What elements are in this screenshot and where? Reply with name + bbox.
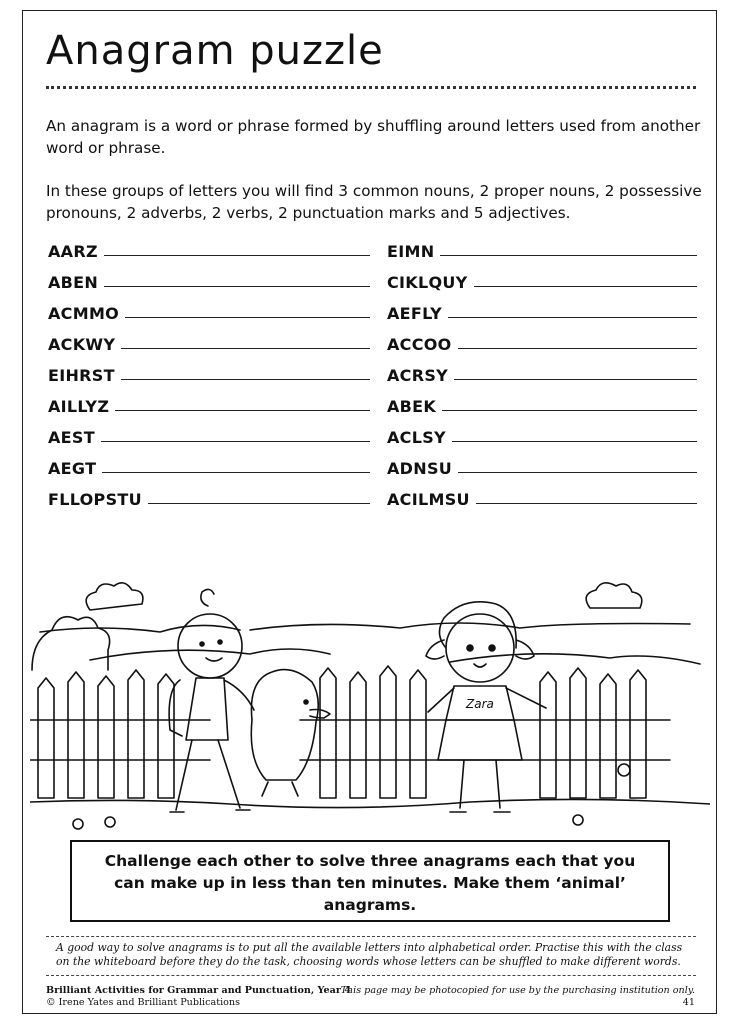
answer-line[interactable] xyxy=(476,503,697,504)
anagram-row xyxy=(48,416,370,447)
footer-right xyxy=(341,985,695,1009)
anagram-word: ACKWY xyxy=(48,335,116,354)
anagram-row xyxy=(387,354,697,385)
anagram-word: ACCOO xyxy=(387,335,452,354)
anagram-word: AARZ xyxy=(48,242,98,261)
answer-line[interactable] xyxy=(452,441,697,442)
anagram-word: EIMN xyxy=(387,242,435,261)
anagram-word: ACRSY xyxy=(387,366,449,385)
page-title: Anagram puzzle xyxy=(46,28,384,74)
anagram-row xyxy=(48,292,370,323)
answer-line[interactable] xyxy=(442,410,697,411)
hills-icon xyxy=(40,623,690,632)
anagram-row xyxy=(387,385,697,416)
answer-line[interactable] xyxy=(148,503,370,504)
cloud-left-icon xyxy=(86,583,143,610)
anagram-row xyxy=(48,478,370,509)
anagram-row xyxy=(48,354,370,385)
left-word-column xyxy=(48,230,370,509)
anagram-row xyxy=(387,230,697,261)
anagram-word: ABEN xyxy=(48,273,99,292)
illustration-scene xyxy=(30,570,710,840)
anagram-word: FLLOPSTU xyxy=(48,490,142,509)
answer-line[interactable] xyxy=(454,379,697,380)
answer-line[interactable] xyxy=(121,379,370,380)
anagram-word: ACMMO xyxy=(48,304,120,323)
intro-paragraph: An anagram is a word or phrase formed by shuffling around letters used from another word or phrase. xyxy=(46,117,701,157)
answer-line[interactable] xyxy=(458,472,697,473)
anagram-row xyxy=(387,261,697,292)
anagram-word: AEGT xyxy=(48,459,97,478)
anagram-word: ACILMSU xyxy=(387,490,470,509)
anagram-row xyxy=(48,385,370,416)
anagram-word: ADNSU xyxy=(387,459,453,478)
shirt-text: Zara xyxy=(466,697,494,711)
book-title: Brilliant Activities for Grammar and Punctuation, Year 4 xyxy=(46,985,351,996)
anagram-word: AEFLY xyxy=(387,304,443,323)
title-divider xyxy=(46,86,696,89)
ground-icon xyxy=(30,799,710,807)
anagram-row xyxy=(387,323,697,354)
anagram-row xyxy=(48,447,370,478)
flower-icon xyxy=(73,764,630,829)
teacher-tip: A good way to solve anagrams is to put all the available letters into alphabetical order. Practise this with the class on the whiteboard before they do the task, choosing words whose letters can be shuffled to make different words. xyxy=(46,936,696,976)
hedgehog-character-icon xyxy=(251,670,330,796)
answer-line[interactable] xyxy=(458,348,697,349)
answer-line[interactable] xyxy=(440,255,697,256)
answer-line[interactable] xyxy=(125,317,370,318)
answer-line[interactable] xyxy=(102,472,370,473)
anagram-word: CIKLQUY xyxy=(387,273,468,292)
anagram-row xyxy=(48,261,370,292)
right-word-column xyxy=(387,230,697,509)
copyright-text: © Irene Yates and Brilliant Publications xyxy=(46,997,241,1008)
footer-left xyxy=(46,985,351,1009)
kid-character-icon xyxy=(169,589,254,812)
answer-line[interactable] xyxy=(104,255,370,256)
anagram-word: AILLYZ xyxy=(48,397,110,416)
fence-icon xyxy=(30,666,670,798)
answer-line[interactable] xyxy=(474,286,697,287)
anagram-row xyxy=(387,478,697,509)
anagram-row xyxy=(48,323,370,354)
answer-line[interactable] xyxy=(101,441,370,442)
answer-line[interactable] xyxy=(121,348,370,349)
anagram-row xyxy=(387,447,697,478)
anagram-row xyxy=(387,292,697,323)
anagram-word: ACLSY xyxy=(387,428,446,447)
anagram-row xyxy=(387,416,697,447)
anagram-word: EIHRST xyxy=(48,366,115,385)
answer-line[interactable] xyxy=(104,286,370,287)
anagram-word: AEST xyxy=(48,428,95,447)
instructions-paragraph: In these groups of letters you will find 3 common nouns, 2 proper nouns, 2 possessive pronouns, 2 adverbs, 2 verbs, 2 punctuation marks and 5 adjectives. xyxy=(46,182,702,222)
page-number: 41 xyxy=(682,997,695,1008)
permission-text: This page may be photocopied for use by the purchasing institution only. xyxy=(340,985,695,996)
cloud-right-icon xyxy=(586,583,642,608)
answer-line[interactable] xyxy=(115,410,370,411)
challenge-box: Challenge each other to solve three anagrams each that you can make up in less than ten minutes. Make them ‘animal’ anagrams. xyxy=(70,840,670,922)
zara-character-icon xyxy=(426,602,546,812)
bush-left-icon xyxy=(32,617,110,670)
answer-line[interactable] xyxy=(448,317,697,318)
anagram-word: ABEK xyxy=(387,397,437,416)
anagram-row xyxy=(48,230,370,261)
